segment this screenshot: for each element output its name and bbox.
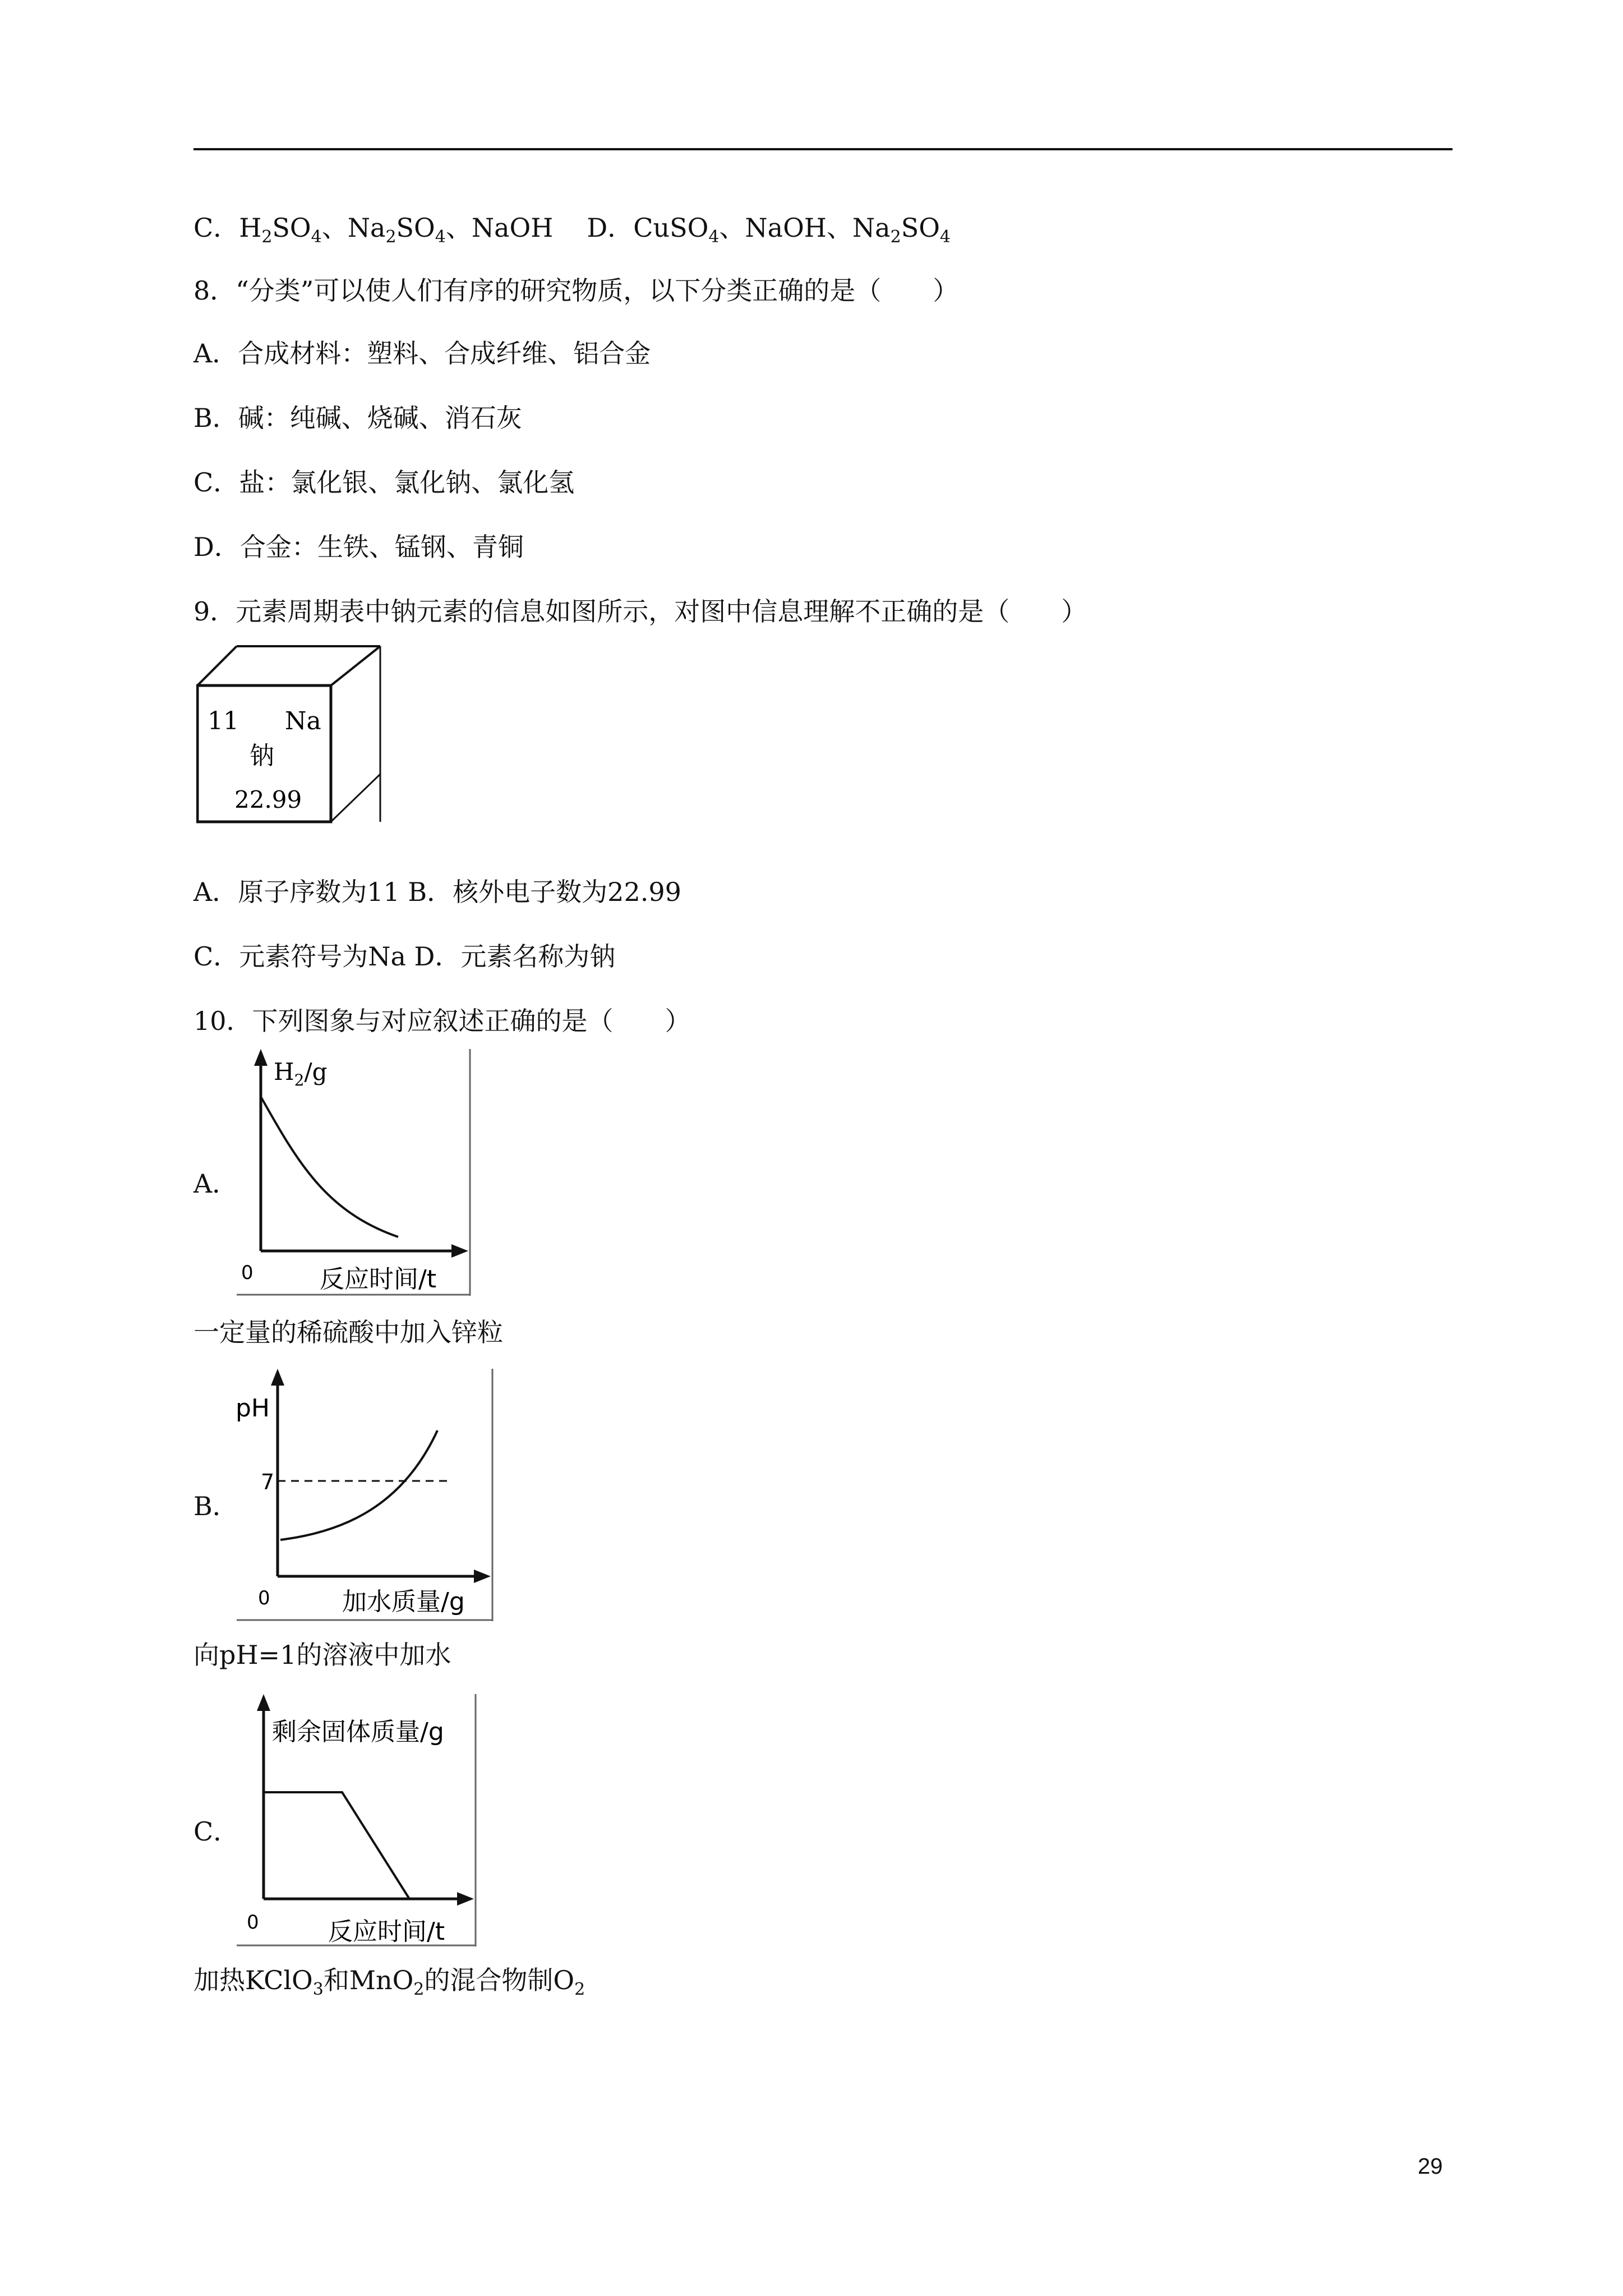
y-axis-label: 剩余固体质量/g	[272, 1718, 444, 1746]
curve-solid-mass	[265, 1792, 409, 1899]
x-axis-label: 反应时间/t	[328, 1917, 445, 1946]
y-axis-arrow	[257, 1694, 270, 1711]
q10-graph-a	[236, 1049, 471, 1296]
svg-text:0: 0	[241, 1262, 253, 1284]
q8-option-c[interactable]: C．盐：氯化银、氯化钠、氯化氢	[193, 467, 575, 498]
q7-options-cd: C．$H_2SO_4$、$Na_2SO_4$、NaOH D．CuSO$_4$、NaOH、$Na_2SO_4$	[193, 213, 951, 247]
q10-graph-c	[236, 1694, 477, 1947]
q10-option-b-label[interactable]: B．	[193, 1491, 238, 1521]
q8-option-d[interactable]: D．合金：生铁、锰钢、青铜	[193, 532, 524, 562]
y-axis-label: $H_2/g$	[274, 1058, 328, 1089]
q8-stem: 8．“分类”可以使人们有序的研究物质，以下分类正确的是（ ）	[193, 275, 959, 306]
y-axis-arrow	[271, 1369, 284, 1386]
curve-ph	[280, 1430, 437, 1540]
y-axis-arrow	[254, 1049, 268, 1066]
x-axis-arrow	[451, 1244, 468, 1258]
element-number: 11	[208, 707, 239, 735]
sodium-element-card	[196, 645, 381, 825]
element-symbol: Na	[285, 707, 321, 735]
q10-option-b-caption: 向pH=1的溶液中加水	[193, 1640, 451, 1670]
x-axis-arrow	[457, 1892, 474, 1906]
q10-stem: 10．下列图象与对应叙述正确的是（ ）	[193, 1006, 691, 1036]
x-axis-label: 加水质量/g	[342, 1588, 465, 1616]
q10-option-c-label[interactable]: C．	[193, 1816, 239, 1847]
q10-option-a-caption: 一定量的稀硫酸中加入锌粒	[193, 1317, 503, 1347]
q10-graph-b	[236, 1369, 494, 1621]
svg-text:0: 0	[247, 1911, 259, 1934]
q9-options-cd[interactable]: C．元素符号为Na D．元素名称为钠	[193, 941, 616, 972]
q10-option-c-caption: 加热KClO$_3$和MnO$_2$的混合物制$O_2$	[193, 1965, 585, 1999]
element-mass: 22.99	[234, 786, 302, 813]
element-name: 钠	[250, 742, 274, 770]
curve-h2	[261, 1097, 398, 1237]
x-axis-arrow	[474, 1570, 491, 1583]
x-axis-label: 反应时间/t	[320, 1265, 437, 1294]
tick-7: 7	[261, 1470, 275, 1494]
q10-option-a-label[interactable]: A．	[193, 1168, 238, 1199]
page-number: 29	[1418, 2154, 1443, 2179]
svg-text:0: 0	[258, 1587, 270, 1609]
q9-options-ab[interactable]: A．原子序数为11 B．核外电子数为22.99	[193, 877, 681, 907]
y-axis-label: pH	[236, 1394, 270, 1423]
q9-stem: 9．元素周期表中钠元素的信息如图所示，对图中信息理解不正确的是（ ）	[193, 596, 1087, 627]
q8-option-b[interactable]: B．碱：纯碱、烧碱、消石灰	[193, 403, 522, 433]
q8-option-a[interactable]: A．合成材料：塑料、合成纤维、铝合金	[193, 338, 651, 369]
header-rule	[193, 148, 1453, 150]
